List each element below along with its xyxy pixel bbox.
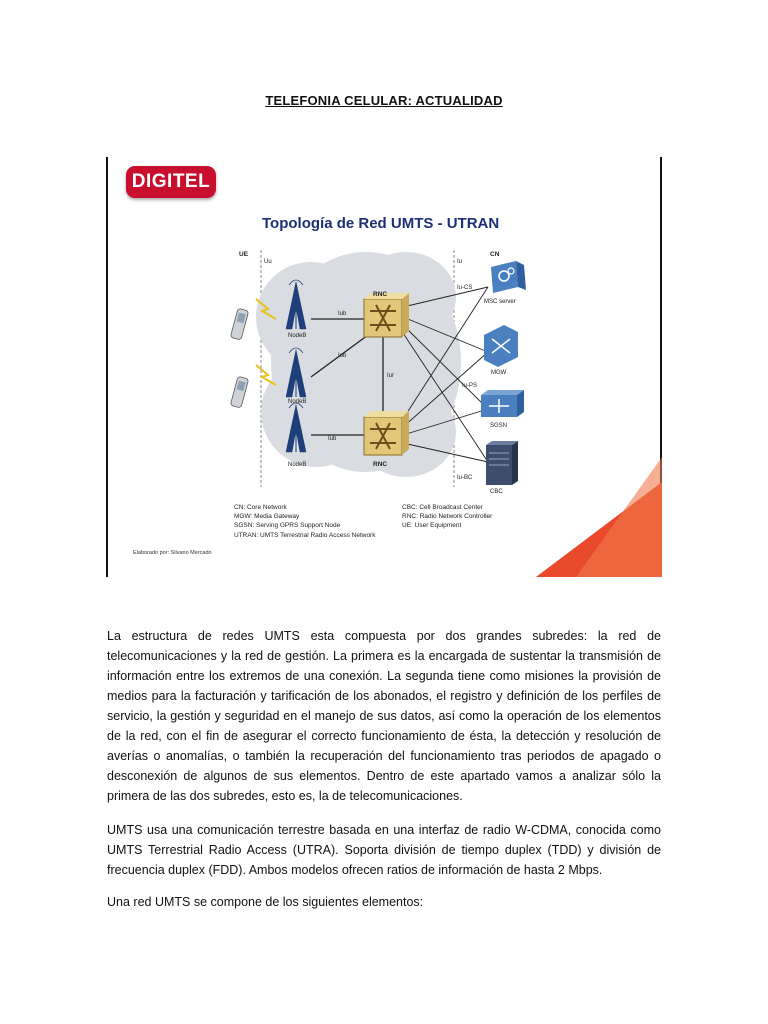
label-iub-bottom: Iub [328,436,337,442]
paragraph-1: La estructura de redes UMTS esta compuesta por dos grandes subredes: la red de telecomunicaciones y la red de gestión. La primera es la encargada de sustentar la transmisión de información entre los extremos de una conexión. La segunda tiene como misiones la provisión de medios para la facturación y tarificación de los abonados, el registro y definición de los perfiles de servicio, la gestión y seguridad en el manejo de sus datos, así como la operación de los elementos de la red, con el fin de asegurar el correcto funcionamiento de ésta, la detección y resolución de averías o anomalías, o también la recuperación del funcionamiento tras periodos de apagado o desconexión de algunos de sus elementos. Dentro de este apartado vamos a analizar sólo la primera de las dos subredes, esto es, la de telecomunicaciones. [107,629,661,803]
label-cbc: CBC [490,489,503,495]
legend-item: RNC: Radio Network Controller [402,513,493,521]
label-rnc-bottom: RNC [373,461,388,468]
figure-credit: Elaborado por: Silvano Mercado [133,550,212,556]
legend-left [234,503,375,540]
msc-server-icon [491,261,526,293]
label-uu: Uu [264,259,272,265]
label-iu-cs: Iu-CS [457,285,473,291]
sgsn-icon [481,390,524,417]
label-nodeb-3: NodeB [288,462,307,468]
label-iu: Iu [457,259,463,265]
label-iur: Iur [387,373,395,379]
mgw-icon [484,325,518,367]
label-nodeb-1: NodeB [288,333,307,339]
rnc-top-icon [364,293,409,337]
legend-item: SGSN: Serving GPRS Support Node [234,522,341,530]
label-sgsn: SGSN [490,423,508,429]
accent-stripe-light [576,457,662,577]
label-rnc-top: RNC [373,291,388,298]
paragraph-3: Una red UMTS se compone de los siguientes elementos: [107,895,424,909]
label-cn: CN [490,251,500,258]
figure-title: Topología de Red UMTS - UTRAN [262,215,500,232]
label-iub-mid: Iub [338,353,347,359]
document-title: TELEFONIA CELULAR: ACTUALIDAD [265,93,503,108]
paragraph-2: UMTS usa una comunicación terrestre basada en una interfaz de radio W-CDMA, conocida como UMTS Terrestrial Radio Access (UTRA). Soporta división de tiempo duplex (TDD) y división de frecuencia duplex (FDD). Ambos modelos ofrecen ratios de información de hasta 2 Mbps. [107,823,661,877]
phone-icon-2 [230,376,248,408]
label-iu-ps: Iu-PS [462,383,478,389]
legend-item: UTRAN: UMTS Terrestrial Radio Access Network [234,531,376,539]
utran-cloud [256,252,461,477]
rnc-bottom-icon [364,411,409,455]
label-ue: UE [239,251,249,258]
label-nodeb-2: NodeB [288,399,307,405]
legend-item: CN: Core Network [234,504,287,511]
digitel-logo: DIGITEL [126,166,216,198]
legend-item: MGW: Media Gateway [234,513,300,521]
legend-item: UE: User Equipment [402,522,462,530]
label-iu-bc: Iu-BC [457,475,473,481]
label-mgw: MGW [491,370,507,376]
legend-item: CBC: Cell Broadcast Center [402,504,483,511]
phone-icon-1 [230,308,248,340]
umts-topology-figure [106,157,662,577]
label-msc: MSC server [484,299,516,305]
cbc-server-icon [486,441,518,485]
label-iub-top: Iub [338,311,347,317]
legend-right [402,503,492,531]
